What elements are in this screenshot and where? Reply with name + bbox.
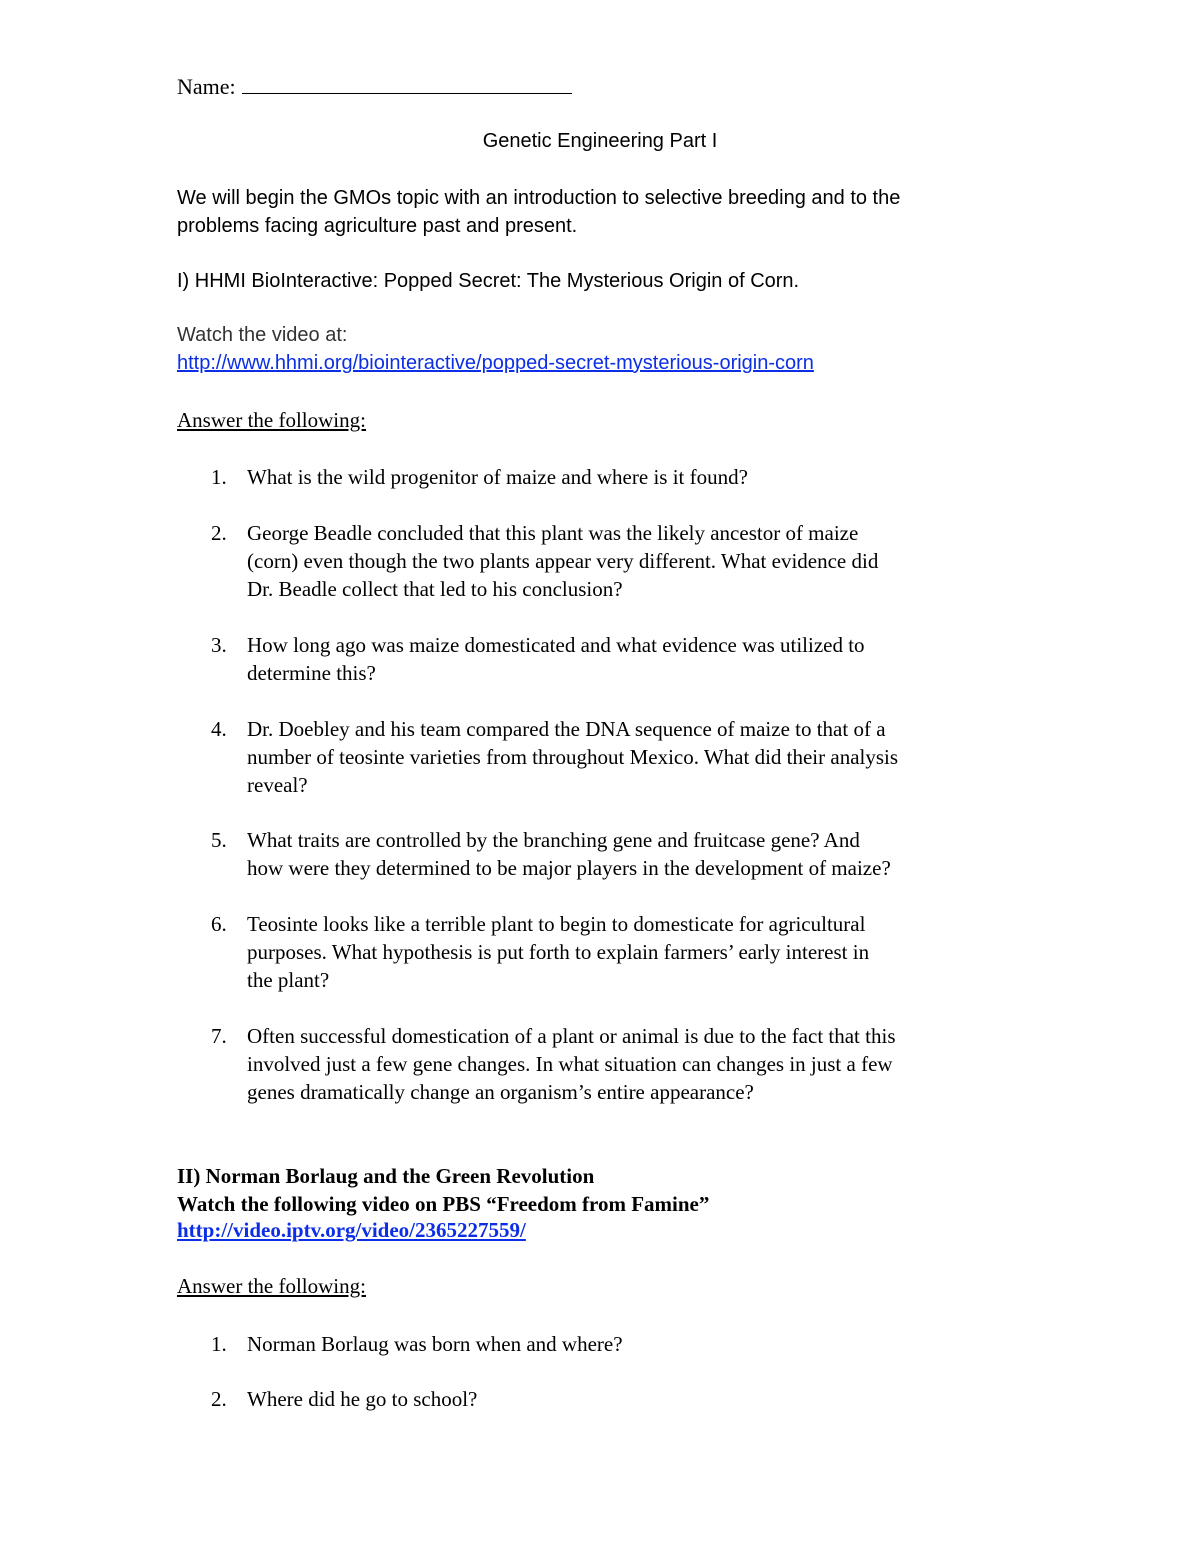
question-text: Dr. Doebley and his team compared the DNA sequence of maize to that of a number of teosinte varieties from throughout Mexico. What did their analysis reveal? <box>247 717 899 797</box>
question-number: 6. <box>211 912 227 936</box>
part2-answer-label: Answer the following: <box>177 1274 366 1298</box>
question-number: 1. <box>211 1332 227 1356</box>
question-number: 2. <box>211 521 227 545</box>
page-title: Genetic Engineering Part I <box>482 130 718 152</box>
question-number: 5. <box>211 828 227 852</box>
part2-subheading: Watch the following video on PBS “Freedom from Famine” <box>177 1192 710 1216</box>
part1-heading: I) HHMI BioInteractive: Popped Secret: The Mysterious Origin of Corn. <box>177 270 800 292</box>
question-number: 3. <box>211 633 227 657</box>
question-text: Teosinte looks like a terrible plant to begin to domesticate for agricultural purposes. What hypothesis is put forth to explain farmers’ early interest in the plant? <box>247 912 870 992</box>
name-field <box>177 74 572 100</box>
question-number: 1. <box>211 465 227 489</box>
part2-heading-block <box>177 1162 709 1218</box>
intro-line-1: We will begin the GMOs topic with an introduction to selective breeding and to the <box>177 187 901 209</box>
question-text: What traits are controlled by the branching gene and fruitcase gene? And how were they determined to be major players in the development of maize? <box>247 828 891 880</box>
name-blank-line[interactable] <box>242 75 572 94</box>
intro-paragraph <box>177 184 1017 240</box>
question-text: Often successful domestication of a plant or animal is due to the fact that this involved just a few gene changes. In what situation can changes in just a few genes dramatically change an organism’s entire appearance? <box>247 1024 896 1104</box>
question-text: George Beadle concluded that this plant was the likely ancestor of maize (corn) even though the two plants appear very different. What evidence did Dr. Beadle collect that led to his conclusion? <box>247 521 879 601</box>
question-number: 4. <box>211 717 227 741</box>
part1-watch-label: Watch the video at: <box>177 324 348 346</box>
question-text: Where did he go to school? <box>247 1387 478 1411</box>
part2-video-link[interactable]: http://video.iptv.org/video/2365227559/ <box>177 1218 526 1242</box>
part1-answer-label: Answer the following: <box>177 408 366 432</box>
question-number: 7. <box>211 1024 227 1048</box>
part1-video-link[interactable]: http://www.hhmi.org/biointeractive/popped-secret-mysterious-origin-corn <box>177 352 814 374</box>
question-text: What is the wild progenitor of maize and where is it found? <box>247 465 748 489</box>
question-text: Norman Borlaug was born when and where? <box>247 1332 623 1356</box>
intro-line-2: problems facing agriculture past and present. <box>177 215 578 237</box>
part2-heading: II) Norman Borlaug and the Green Revolution <box>177 1164 595 1188</box>
question-text: How long ago was maize domesticated and what evidence was utilized to determine this? <box>247 633 865 685</box>
name-label: Name: <box>177 74 236 99</box>
question-number: 2. <box>211 1387 227 1411</box>
